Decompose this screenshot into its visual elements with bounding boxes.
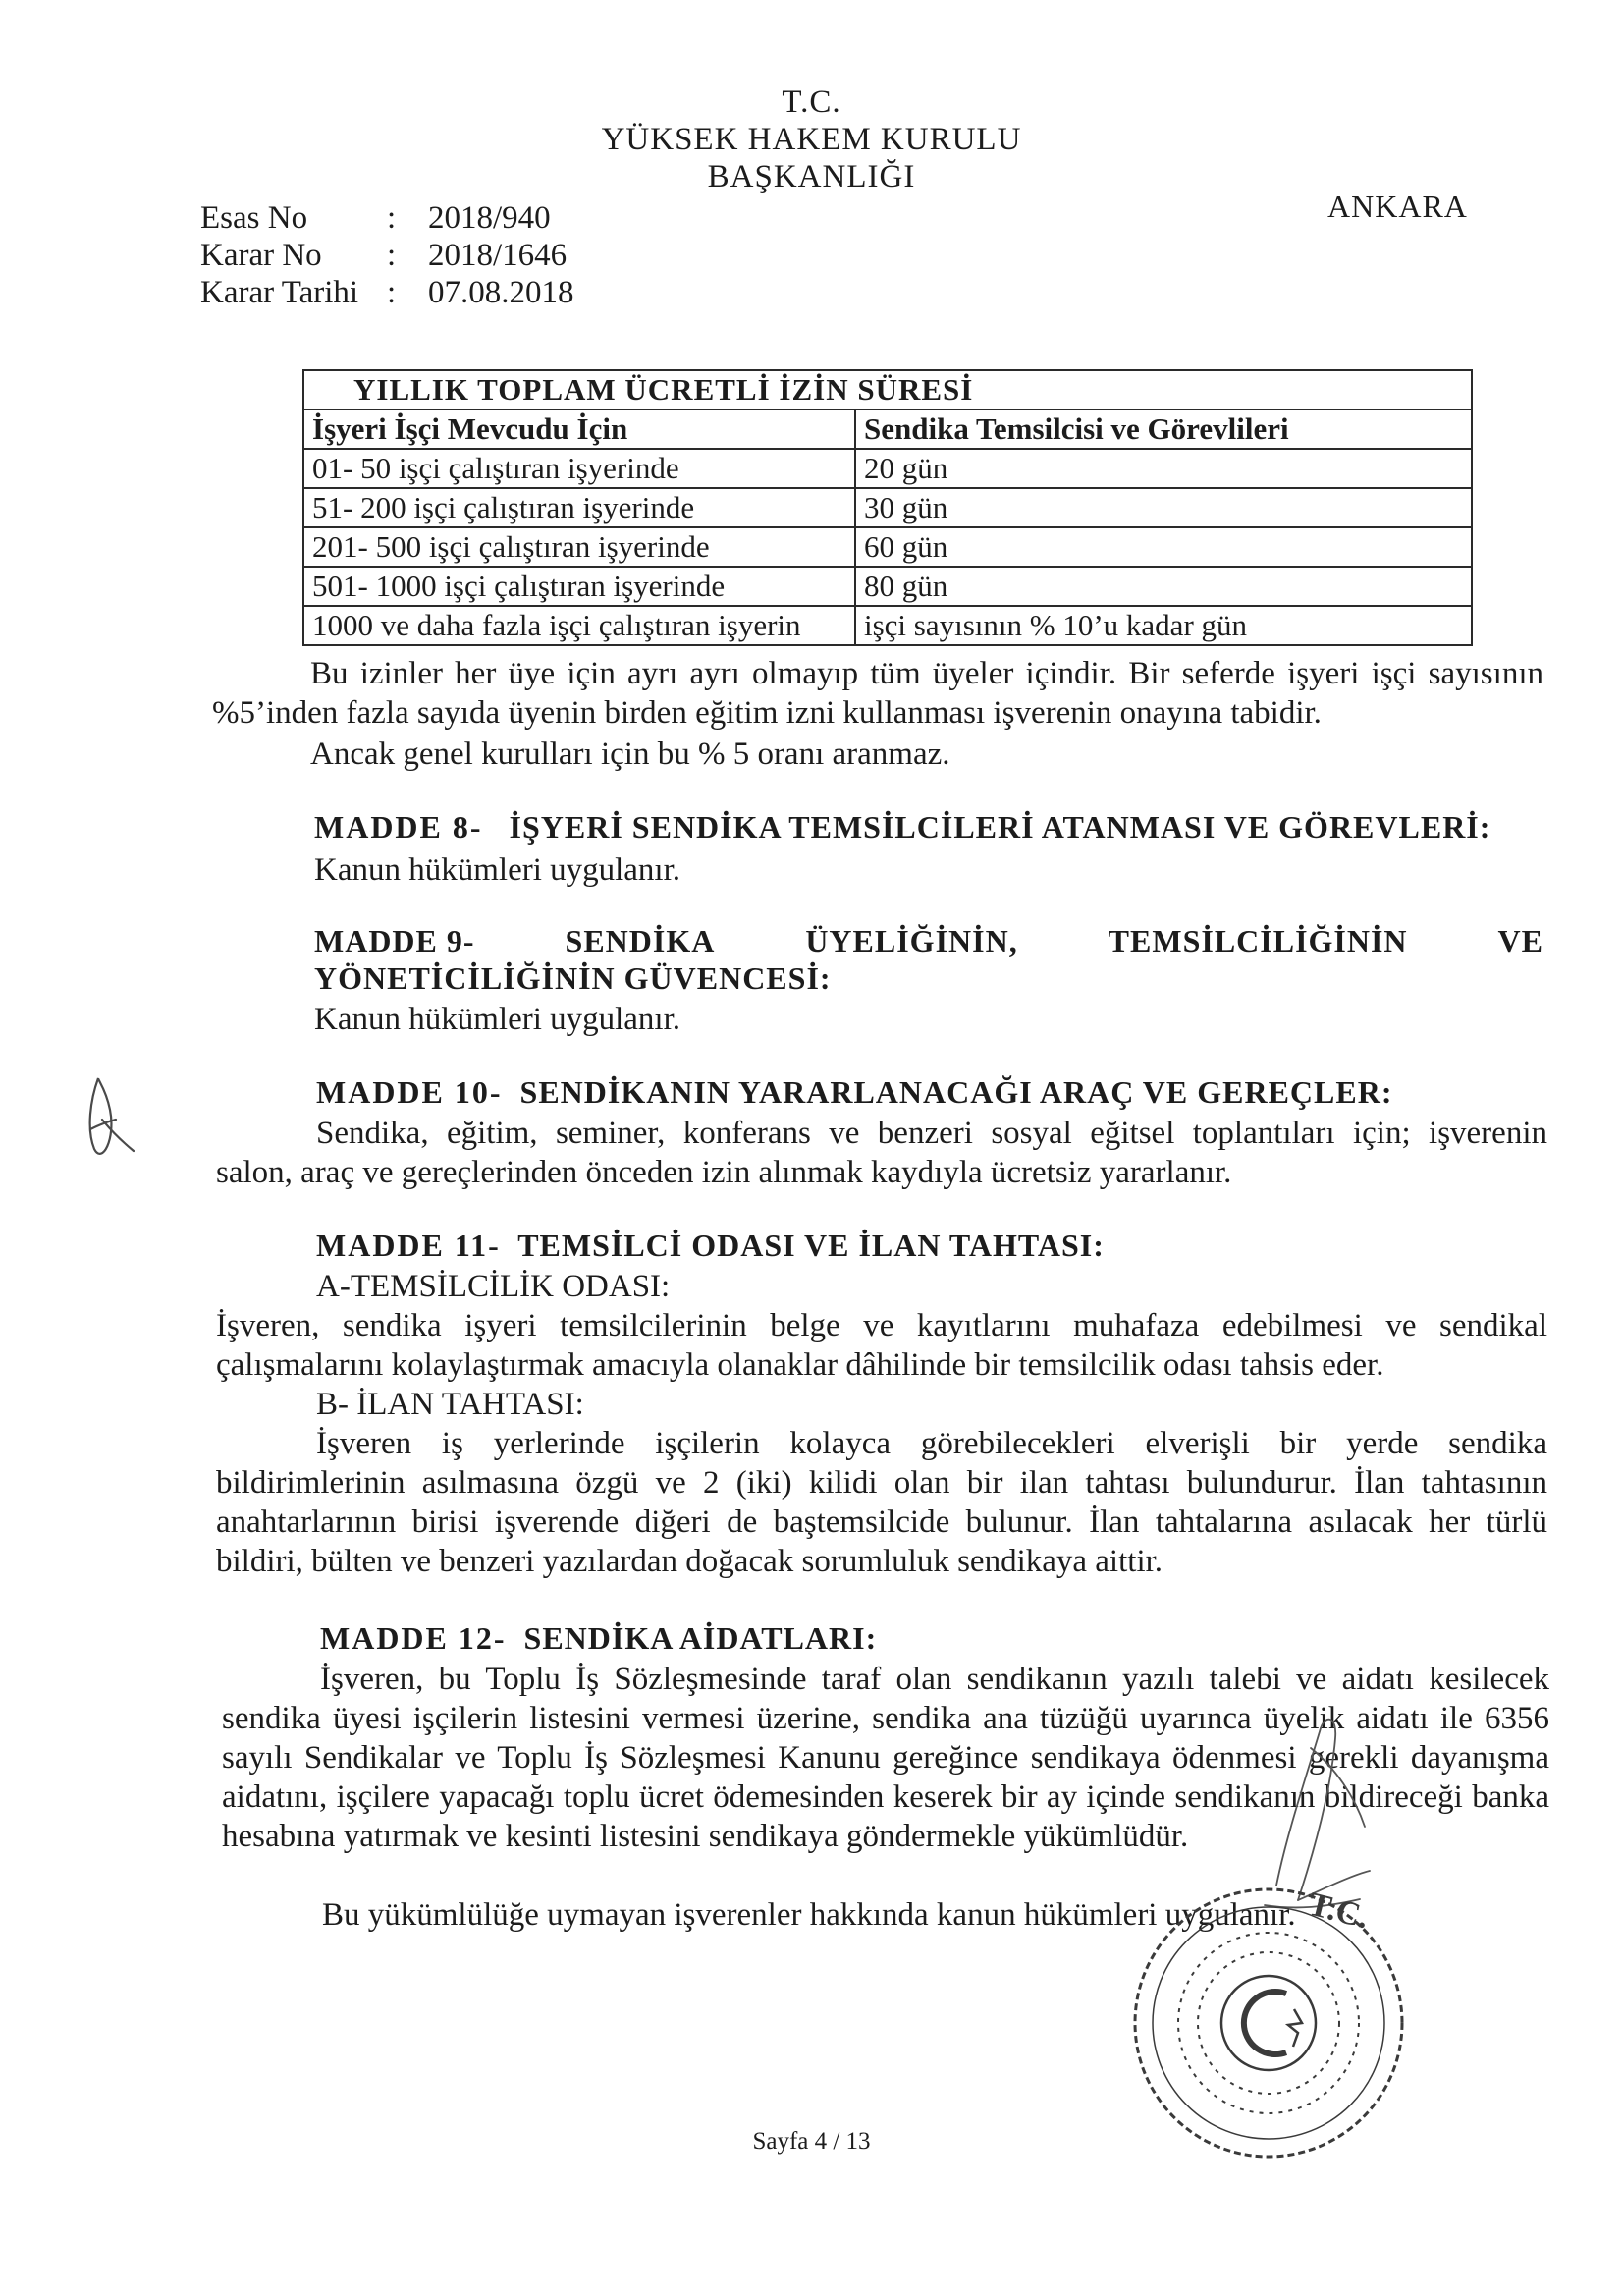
meta-karar-value: 2018/1646 bbox=[428, 238, 568, 273]
article-12-closing: Bu yükümlülüğe uymayan işverenler hakkında kanun hükümleri uygulanır. bbox=[322, 1897, 1296, 1933]
article-12-line1: İşveren, bu Toplu İş Sözleşmesinde taraf olan sendikanın yazılı talebi ve aidatı kesilecek bbox=[320, 1662, 1549, 1697]
row-workforce-cell: 1000 ve daha fazla işçi çalıştıran işyerin bbox=[303, 606, 855, 645]
col-header-workforce: İşyeri İşçi Mevcudu İçin bbox=[303, 410, 855, 449]
article-9-title-word: TEMSİLCİLİĞİNİN bbox=[1108, 923, 1408, 958]
paragraph-general-assembly: Ancak genel kurulları için bu % 5 oranı aranmaz. bbox=[310, 737, 950, 772]
header-city: ANKARA bbox=[1327, 189, 1468, 224]
meta-separator: : bbox=[387, 238, 397, 273]
article-11-a-line1: İşveren, sendika işyeri temsilcilerinin belge ve kayıtlarını muhafaza edebilmesi ve sendikal bbox=[216, 1308, 1547, 1343]
row-days-cell: 60 gün bbox=[855, 527, 1472, 567]
article-11-b-line3: anahtarlarının birisi işverende diğeri de baştemsilcide bulunur. İlan tahtalarına asılacak her türlü bbox=[216, 1504, 1547, 1540]
row-workforce-cell: 201- 500 işçi çalıştıran işyerinde bbox=[303, 527, 855, 567]
article-11-b-line2: bildirimlerinin asılmasına özgü ve 2 (iki) kilidi olan bir ilan tahtası bulundurur. İlan tahtasının bbox=[216, 1465, 1547, 1501]
article-10-body-line2: salon, araç ve gereçlerinden önceden izin alınmak kaydıyla ücretsiz yararlanır. bbox=[216, 1155, 1232, 1190]
table-title: YILLIK TOPLAM ÜCRETLİ İZİN SÜRESİ bbox=[303, 370, 1472, 410]
header-presidency: BAŞKANLIĞI bbox=[707, 159, 916, 194]
row-days-cell: 20 gün bbox=[855, 449, 1472, 488]
article-11-a-line2: çalışmalarını kolaylaştırmak amacıyla olanaklar dâhilinde bir temsilcilik odası tahsis eder. bbox=[216, 1347, 1384, 1383]
article-11-subheading-b: B- İLAN TAHTASI: bbox=[316, 1387, 584, 1422]
article-9-title-line2: YÖNETİCİLİĞİNİN GÜVENCESİ: bbox=[314, 960, 832, 996]
article-11-b-line1: İşveren iş yerlerinde işçilerin kolayca görebilecekleri elverişli bir yerde sendika bbox=[316, 1426, 1547, 1461]
meta-tarih-label: Karar Tarihi bbox=[200, 275, 359, 310]
article-9-title-word: VE bbox=[1497, 923, 1543, 958]
article-10-body-line1: Sendika, eğitim, seminer, konferans ve benzeri sosyal eğitsel toplantıları için; işverenin bbox=[316, 1116, 1547, 1151]
article-12-line4: aidatını, işçilere yapacağı toplu ücret ödemesinden keserek bir ay içinde sendikanın bildireceği banka bbox=[222, 1779, 1549, 1815]
meta-separator: : bbox=[387, 275, 397, 310]
article-11-number: MADDE 11- bbox=[316, 1228, 501, 1263]
article-8-number: MADDE 8- bbox=[314, 809, 483, 845]
meta-esas-label: Esas No bbox=[200, 200, 308, 236]
row-days-cell: işçi sayısının % 10’u kadar gün bbox=[855, 606, 1472, 645]
article-12-line2: sendika üyesi işçilerin listesini vermesi üzerine, sendika ana tüzüğü uyarınca üyelik aidatı ile 6356 bbox=[222, 1701, 1549, 1736]
page-number: Sayfa 4 / 13 bbox=[752, 2128, 871, 2155]
col-header-representatives: Sendika Temsilcisi ve Görevlileri bbox=[855, 410, 1472, 449]
article-10-title: SENDİKANIN YARARLANACAĞI ARAÇ VE GEREÇLER: bbox=[519, 1074, 1393, 1110]
row-workforce-cell: 01- 50 işçi çalıştıran işyerinde bbox=[303, 449, 855, 488]
row-days-cell: 30 gün bbox=[855, 488, 1472, 527]
header-tc: T.C. bbox=[782, 84, 841, 120]
row-workforce-cell: 501- 1000 işçi çalıştıran işyerinde bbox=[303, 567, 855, 606]
article-12-number: MADDE 12- bbox=[320, 1620, 507, 1656]
article-9-title-word: SENDİKA bbox=[565, 923, 716, 958]
meta-karar-label: Karar No bbox=[200, 238, 322, 273]
article-11-b-line4: bildiri, bülten ve benzeri yazılardan doğacak sorumluluk sendikaya aittir. bbox=[216, 1544, 1163, 1579]
article-9-number: MADDE 9- bbox=[314, 923, 475, 958]
margin-initials bbox=[90, 1078, 134, 1154]
meta-separator: : bbox=[387, 200, 397, 236]
article-8-body: Kanun hükümleri uygulanır. bbox=[314, 852, 681, 888]
seal-text: T.C. bbox=[1304, 1886, 1373, 1937]
article-10-number: MADDE 10- bbox=[316, 1074, 503, 1110]
article-12-line5: hesabına yatırmak ve kesinti listesini sendikaya göndermekle yükümlüdür. bbox=[222, 1819, 1189, 1854]
article-11-subheading-a: A-TEMSİLCİLİK ODASI: bbox=[316, 1269, 671, 1304]
article-12-title: SENDİKA AİDATLARI: bbox=[523, 1620, 878, 1656]
header-institution: YÜKSEK HAKEM KURULU bbox=[601, 122, 1022, 157]
paragraph-leave-note-line1: Bu izinler her üye için ayrı ayrı olmayıp tüm üyeler içindir. Bir seferde işyeri işçi sayısının bbox=[310, 656, 1543, 691]
paragraph-leave-note-line2: %5’inden fazla sayıda üyenin birden eğitim izni kullanması işverenin onayına tabidir. bbox=[212, 695, 1322, 731]
article-11-title: TEMSİLCİ ODASI VE İLAN TAHTASI: bbox=[517, 1228, 1105, 1263]
article-8-title: İŞYERİ SENDİKA TEMSİLCİLERİ ATANMASI VE GÖREVLERİ: bbox=[509, 809, 1491, 845]
meta-esas-value: 2018/940 bbox=[428, 200, 551, 236]
article-12-line3: sayılı Sendikalar ve Toplu İş Sözleşmesi Kanunu gereğince sendikaya ödenmesi gerekli dayanışma bbox=[222, 1740, 1549, 1776]
signature bbox=[1265, 1720, 1370, 1908]
row-workforce-cell: 51- 200 işçi çalıştıran işyerinde bbox=[303, 488, 855, 527]
article-9-title-word: ÜYELİĞİNİN, bbox=[805, 923, 1018, 958]
meta-tarih-value: 07.08.2018 bbox=[428, 275, 574, 310]
row-days-cell: 80 gün bbox=[855, 567, 1472, 606]
article-9-body: Kanun hükümleri uygulanır. bbox=[314, 1002, 681, 1037]
